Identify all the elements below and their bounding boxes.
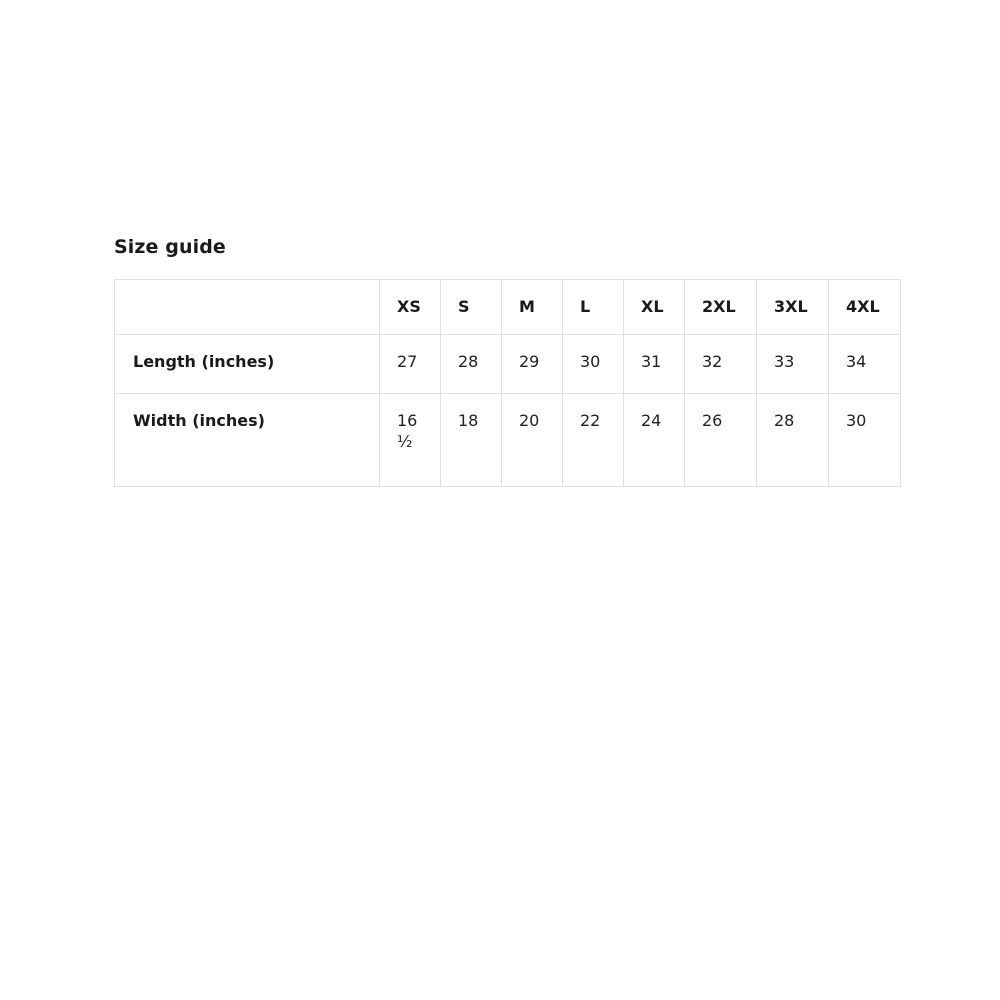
column-header-l: L bbox=[563, 279, 624, 334]
cell-width-s: 18 bbox=[441, 393, 502, 486]
column-header-4xl: 4XL bbox=[829, 279, 901, 334]
cell-width-3xl: 28 bbox=[757, 393, 829, 486]
column-header-xs: XS bbox=[380, 279, 441, 334]
table-row bbox=[115, 393, 901, 486]
table-header-row bbox=[115, 279, 901, 334]
table-corner-cell bbox=[115, 279, 380, 334]
cell-length-xl: 31 bbox=[624, 334, 685, 393]
column-header-2xl: 2XL bbox=[685, 279, 757, 334]
column-header-s: S bbox=[441, 279, 502, 334]
row-label-width: Width (inches) bbox=[115, 393, 380, 486]
column-header-m: M bbox=[502, 279, 563, 334]
table-header bbox=[115, 279, 901, 334]
column-header-3xl: 3XL bbox=[757, 279, 829, 334]
cell-width-l: 22 bbox=[563, 393, 624, 486]
cell-length-m: 29 bbox=[502, 334, 563, 393]
cell-length-l: 30 bbox=[563, 334, 624, 393]
cell-length-2xl: 32 bbox=[685, 334, 757, 393]
cell-length-3xl: 33 bbox=[757, 334, 829, 393]
size-guide-table bbox=[114, 279, 901, 487]
cell-width-xs: 16 ½ bbox=[380, 393, 441, 486]
cell-width-xl: 24 bbox=[624, 393, 685, 486]
table-row bbox=[115, 334, 901, 393]
column-header-xl: XL bbox=[624, 279, 685, 334]
size-guide-section bbox=[114, 236, 886, 487]
page-title: Size guide bbox=[114, 236, 226, 258]
cell-width-4xl: 30 bbox=[829, 393, 901, 486]
cell-width-m: 20 bbox=[502, 393, 563, 486]
cell-length-xs: 27 bbox=[380, 334, 441, 393]
table-body bbox=[115, 334, 901, 486]
cell-width-2xl: 26 bbox=[685, 393, 757, 486]
cell-length-s: 28 bbox=[441, 334, 502, 393]
row-label-length: Length (inches) bbox=[115, 334, 380, 393]
cell-length-4xl: 34 bbox=[829, 334, 901, 393]
